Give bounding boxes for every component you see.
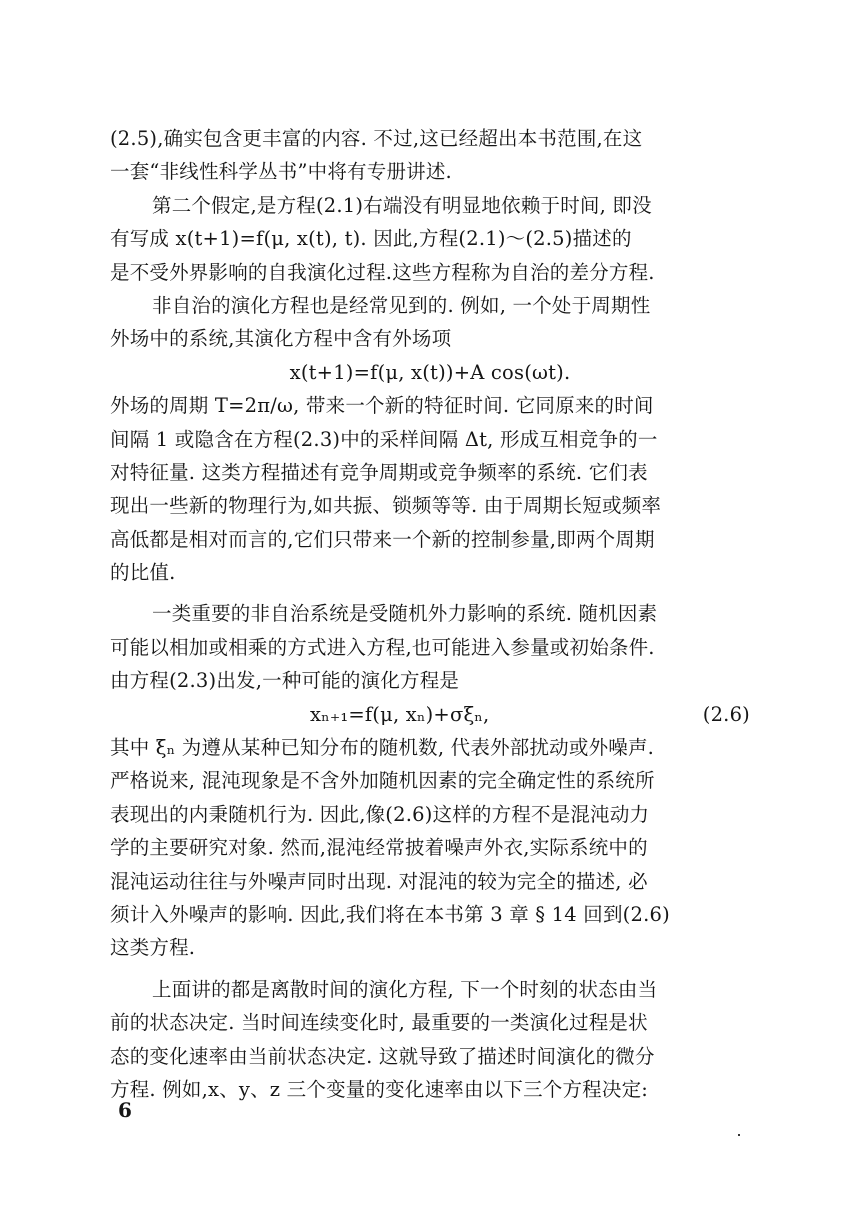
text-line: 高低都是相对而言的,它们只带来一个新的控制参量,即两个周期 (110, 527, 655, 551)
text-line: 现出一些新的物理行为,如共振、锁频等等. 由于周期长短或频率 (110, 494, 662, 518)
equation-line (110, 698, 750, 731)
equation-number: (2.6) (702, 702, 750, 726)
text-line: 第二个假定,是方程(2.1)右端没有明显地依赖于时间, 即没 (152, 193, 652, 217)
body-text (110, 122, 750, 1106)
text-line: 由方程(2.3)出发,一种可能的演化方程是 (110, 669, 460, 693)
text-line: 一类重要的非自治系统是受随机外力影响的系统. 随机因素 (152, 602, 658, 626)
text-line: 一套“非线性科学丛书”中将有专册讲述. (110, 160, 452, 184)
text-line: (2.5),确实包含更丰富的内容. 不过,这已经超出本书范围,在这 (110, 127, 643, 150)
equation: x(t+1)=f(μ, x(t))+A cos(ωt). (289, 360, 571, 384)
margin-dot (738, 1134, 740, 1136)
text-line: 方程. 例如,x、y、z 三个变量的变化速率由以下三个方程决定: (110, 1077, 649, 1101)
text-line: 前的状态决定. 当时间连续变化时, 最重要的一类演化过程是状 (110, 1011, 648, 1035)
text-line: 是不受外界影响的自我演化过程.这些方程称为自治的差分方程. (110, 260, 655, 284)
text-line: 有写成 x(t+1)=f(μ, x(t), t). 因此,方程(2.1)～(2.5)描述的 (110, 227, 632, 251)
text-line: 上面讲的都是离散时间的演化方程, 下一个时刻的状态由当 (152, 977, 658, 1001)
text-line: 严格说来, 混沌现象是不含外加随机因素的完全确定性的系统所 (110, 769, 655, 793)
text-line: 非自治的演化方程也是经常见到的. 例如, 一个处于周期性 (152, 293, 651, 317)
equation: xₙ₊₁=f(μ, xₙ)+σξₙ, (310, 702, 490, 726)
text-line: 表现出的内秉随机行为. 因此,像(2.6)这样的方程不是混沌动力 (110, 802, 650, 826)
text-line: 这类方程. (110, 936, 196, 960)
text-line: 外场中的系统,其演化方程中含有外场项 (110, 327, 452, 351)
text-line: 外场的周期 T=2π/ω, 带来一个新的特征时间. 它同原来的时间 (110, 394, 654, 418)
text-line: 学的主要研究对象. 然而,混沌经常披着噪声外衣,实际系统中的 (110, 836, 648, 860)
text-line: 态的变化速率由当前状态决定. 这就导致了描述时间演化的微分 (110, 1044, 655, 1068)
page-number: 6 (118, 1098, 132, 1122)
text-line: 其中 ξₙ 为遵从某种已知分布的随机数, 代表外部扰动或外噪声. (110, 736, 655, 760)
text-line: 的比值. (110, 561, 176, 585)
text-line: 须计入外噪声的影响. 因此,我们将在本书第 3 章 § 14 回到(2.6) (110, 902, 670, 926)
paragraph-gap (110, 589, 750, 597)
text-line: 对特征量. 这类方程描述有竞争周期或竞争频率的系统. 它们表 (110, 460, 648, 484)
paragraph-gap (110, 965, 750, 973)
text-line: 间隔 1 或隐含在方程(2.3)中的采样间隔 Δt, 形成互相竞争的一 (110, 427, 658, 451)
text-line: 可能以相加或相乘的方式进入方程,也可能进入参量或初始条件. (110, 635, 655, 659)
text-line: 混沌运动往往与外噪声同时出现. 对混沌的较为完全的描述, 必 (110, 869, 648, 893)
